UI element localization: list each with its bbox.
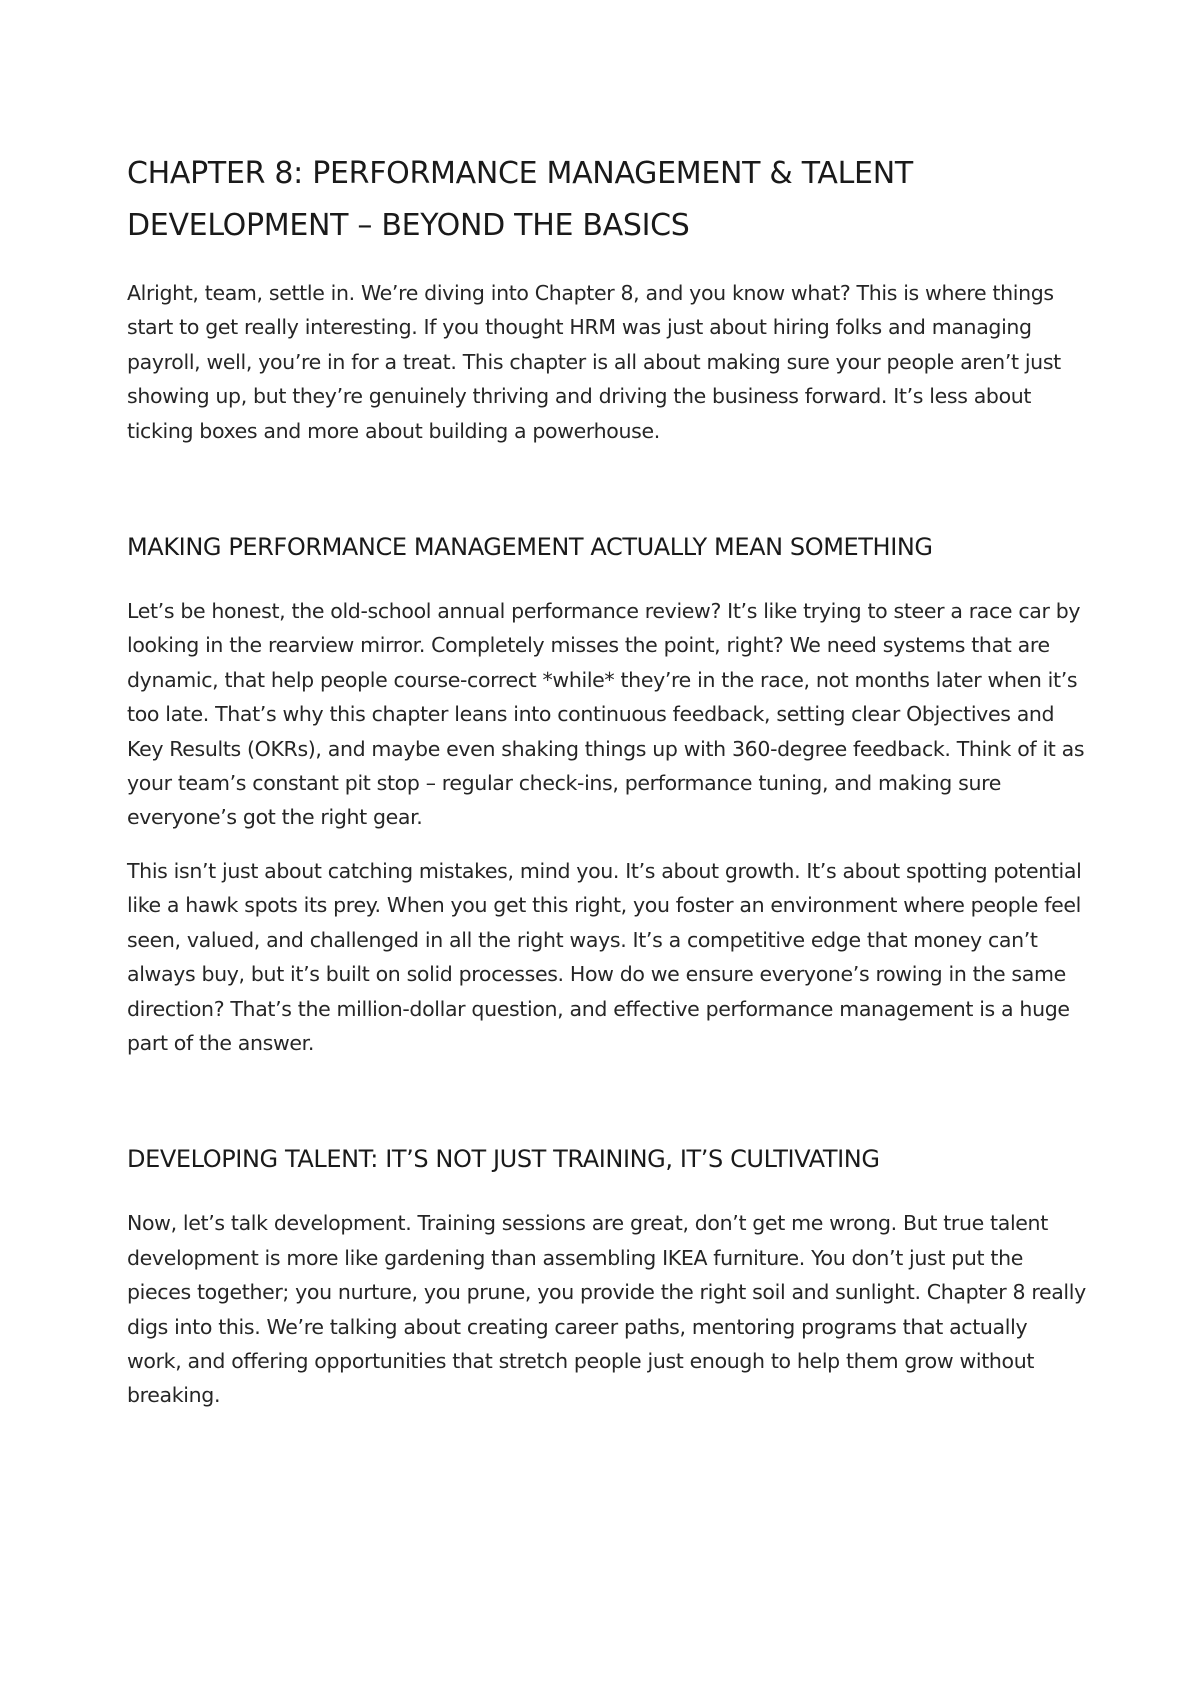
performance-paragraph-2: This isn’t just about catching mistakes, mind you. It’s about growth. It’s about spotting potential like a hawk spots its prey. When you get this right, you foster an environment where people feel seen, valued, and challenged in all the right ways. It’s a competitive edge that money can’t always buy, but it’s built on solid processes. How do we ensure everyone’s rowing in the same direction? That’s the million-dollar question, and effective performance management is a huge part of the answer. xyxy=(127,858,1082,1055)
chapter-title: CHAPTER 8: PERFORMANCE MANAGEMENT & TALENT DEVELOPMENT – BEYOND THE BASICS xyxy=(127,156,913,243)
intro-paragraph: Alright, team, settle in. We’re diving into Chapter 8, and you know what? This is where things start to get really interesting. If you thought HRM was just about hiring folks and managing payroll, well, you’re in for a treat. This chapter is all about making sure your people aren’t just showing up, but they’re genuinely thriving and driving the business forward. It’s less about ticking boxes and more about building a powerhouse. xyxy=(127,281,1061,443)
performance-paragraph-1: Let’s be honest, the old-school annual performance review? It’s like trying to steer a race car by looking in the rearview mirror. Completely misses the point, right? We need systems that are dynamic, that help people course-correct *while* they’re in the race, not months later when it’s too late. That’s why this chapter leans into continuous feedback, setting clear Objectives and Key Results (OKRs), and maybe even shaking things up with 360-degree feedback. Think of it as your team’s constant pit stop – regular check-ins, performance tuning, and making sure everyone’s got the right gear. xyxy=(127,599,1085,830)
page-content xyxy=(127,148,1087,1413)
talent-paragraph-1: Now, let’s talk development. Training sessions are great, don’t get me wrong. But true talent development is more like gardening than assembling IKEA furniture. You don’t just put the pieces together; you nurture, you prune, you provide the right soil and sunlight. Chapter 8 really digs into this. We’re talking about creating career paths, mentoring programs that actually work, and offering opportunities that stretch people just enough to help them grow without breaking. xyxy=(127,1211,1086,1408)
section-heading-performance-management: MAKING PERFORMANCE MANAGEMENT ACTUALLY MEAN SOMETHING xyxy=(127,533,933,562)
section-heading-developing-talent: DEVELOPING TALENT: IT’S NOT JUST TRAINING, IT’S CULTIVATING xyxy=(127,1145,880,1174)
